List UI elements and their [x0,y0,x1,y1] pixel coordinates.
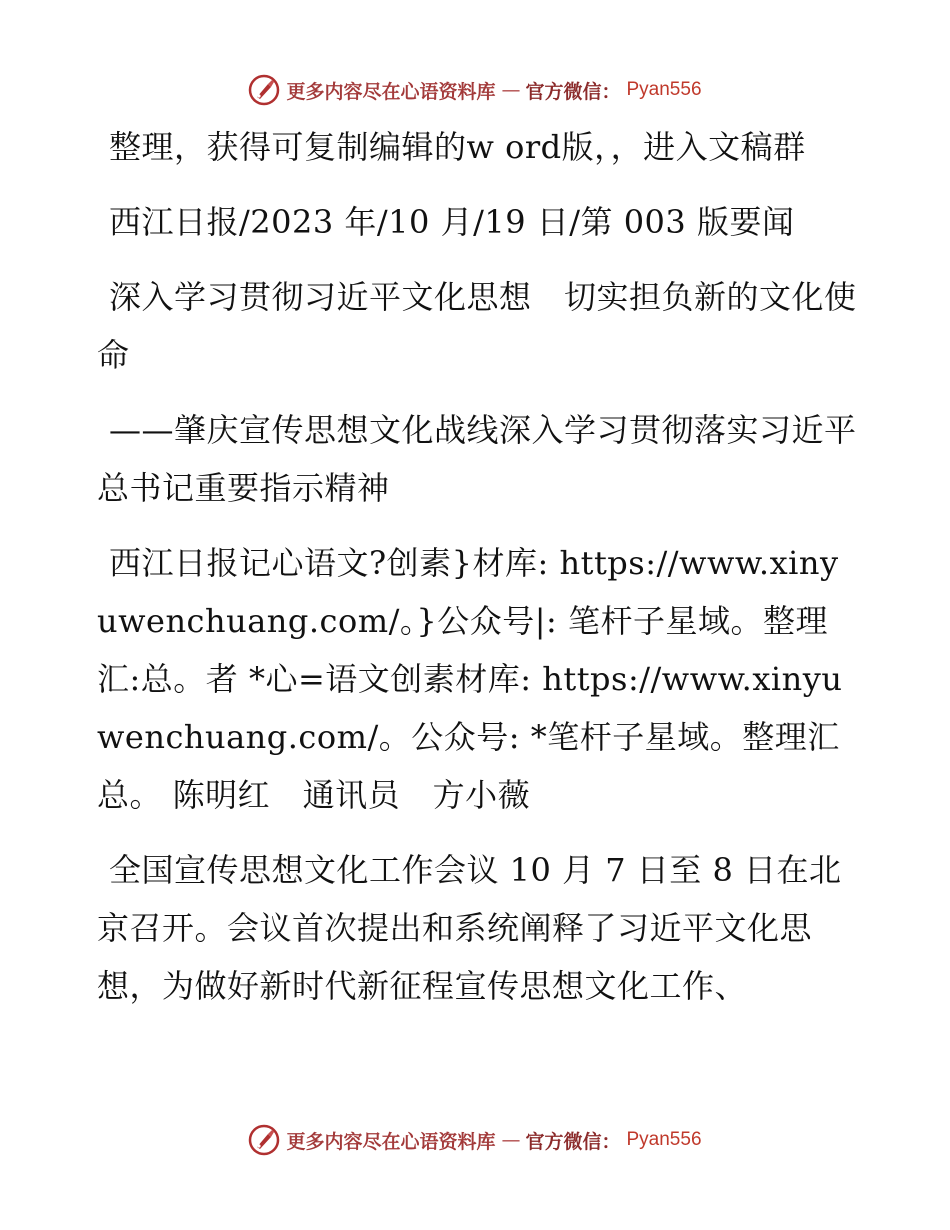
paragraph-byline: 西江日报记心语文?创素}材库: https://www.xinyuwenchuang.com/。}公众号|: 笔杆子星域。整理汇:总。者 *心=语文创素材库: https://www.xinyuwenchuang.com/。公众号: *笔杆子星域。整理汇总。 陈明红 通讯员 方小薇 [97,544,843,814]
footer-wechat-label: 官方微信： [525,1130,621,1153]
paragraph-intro: 整理，获得可复制编辑的w ord版，，进入文稿群 [109,128,806,166]
footer-brand-text: 更多内容尽在心语资料库 [286,1130,496,1153]
header-brand-text: 更多内容尽在心语资料库 [286,80,496,103]
page-footer [0,1120,950,1160]
paragraph-headline: 深入学习贯彻习近平文化思想 切实担负新的文化使命 [97,278,857,374]
header-separator: — [501,79,520,101]
footer-wechat-id: Pyan556 [626,1129,702,1150]
pen-nib-logo-icon [248,74,280,106]
pen-nib-logo-icon [248,1124,280,1156]
paragraph-subheadline: ——肇庆宣传思想文化战线深入学习贯彻落实习近平总书记重要指示精神 [97,411,857,507]
header-wechat-id: Pyan556 [626,79,702,100]
document-body [97,118,857,1032]
paragraph-dateline: 西江日报/2023 年/10 月/19 日/第 003 版要闻 [109,203,795,241]
paragraph-body: 全国宣传思想文化工作会议 10 月 7 日至 8 日在北京召开。会议首次提出和系统阐释了习近平文化思想，为做好新时代新征程宣传思想文化工作、 [97,851,842,1005]
footer-brand [248,1124,701,1156]
footer-separator: — [501,1129,520,1151]
page-header [0,70,950,110]
header-wechat-label: 官方微信： [525,80,621,103]
header-brand [248,74,701,106]
